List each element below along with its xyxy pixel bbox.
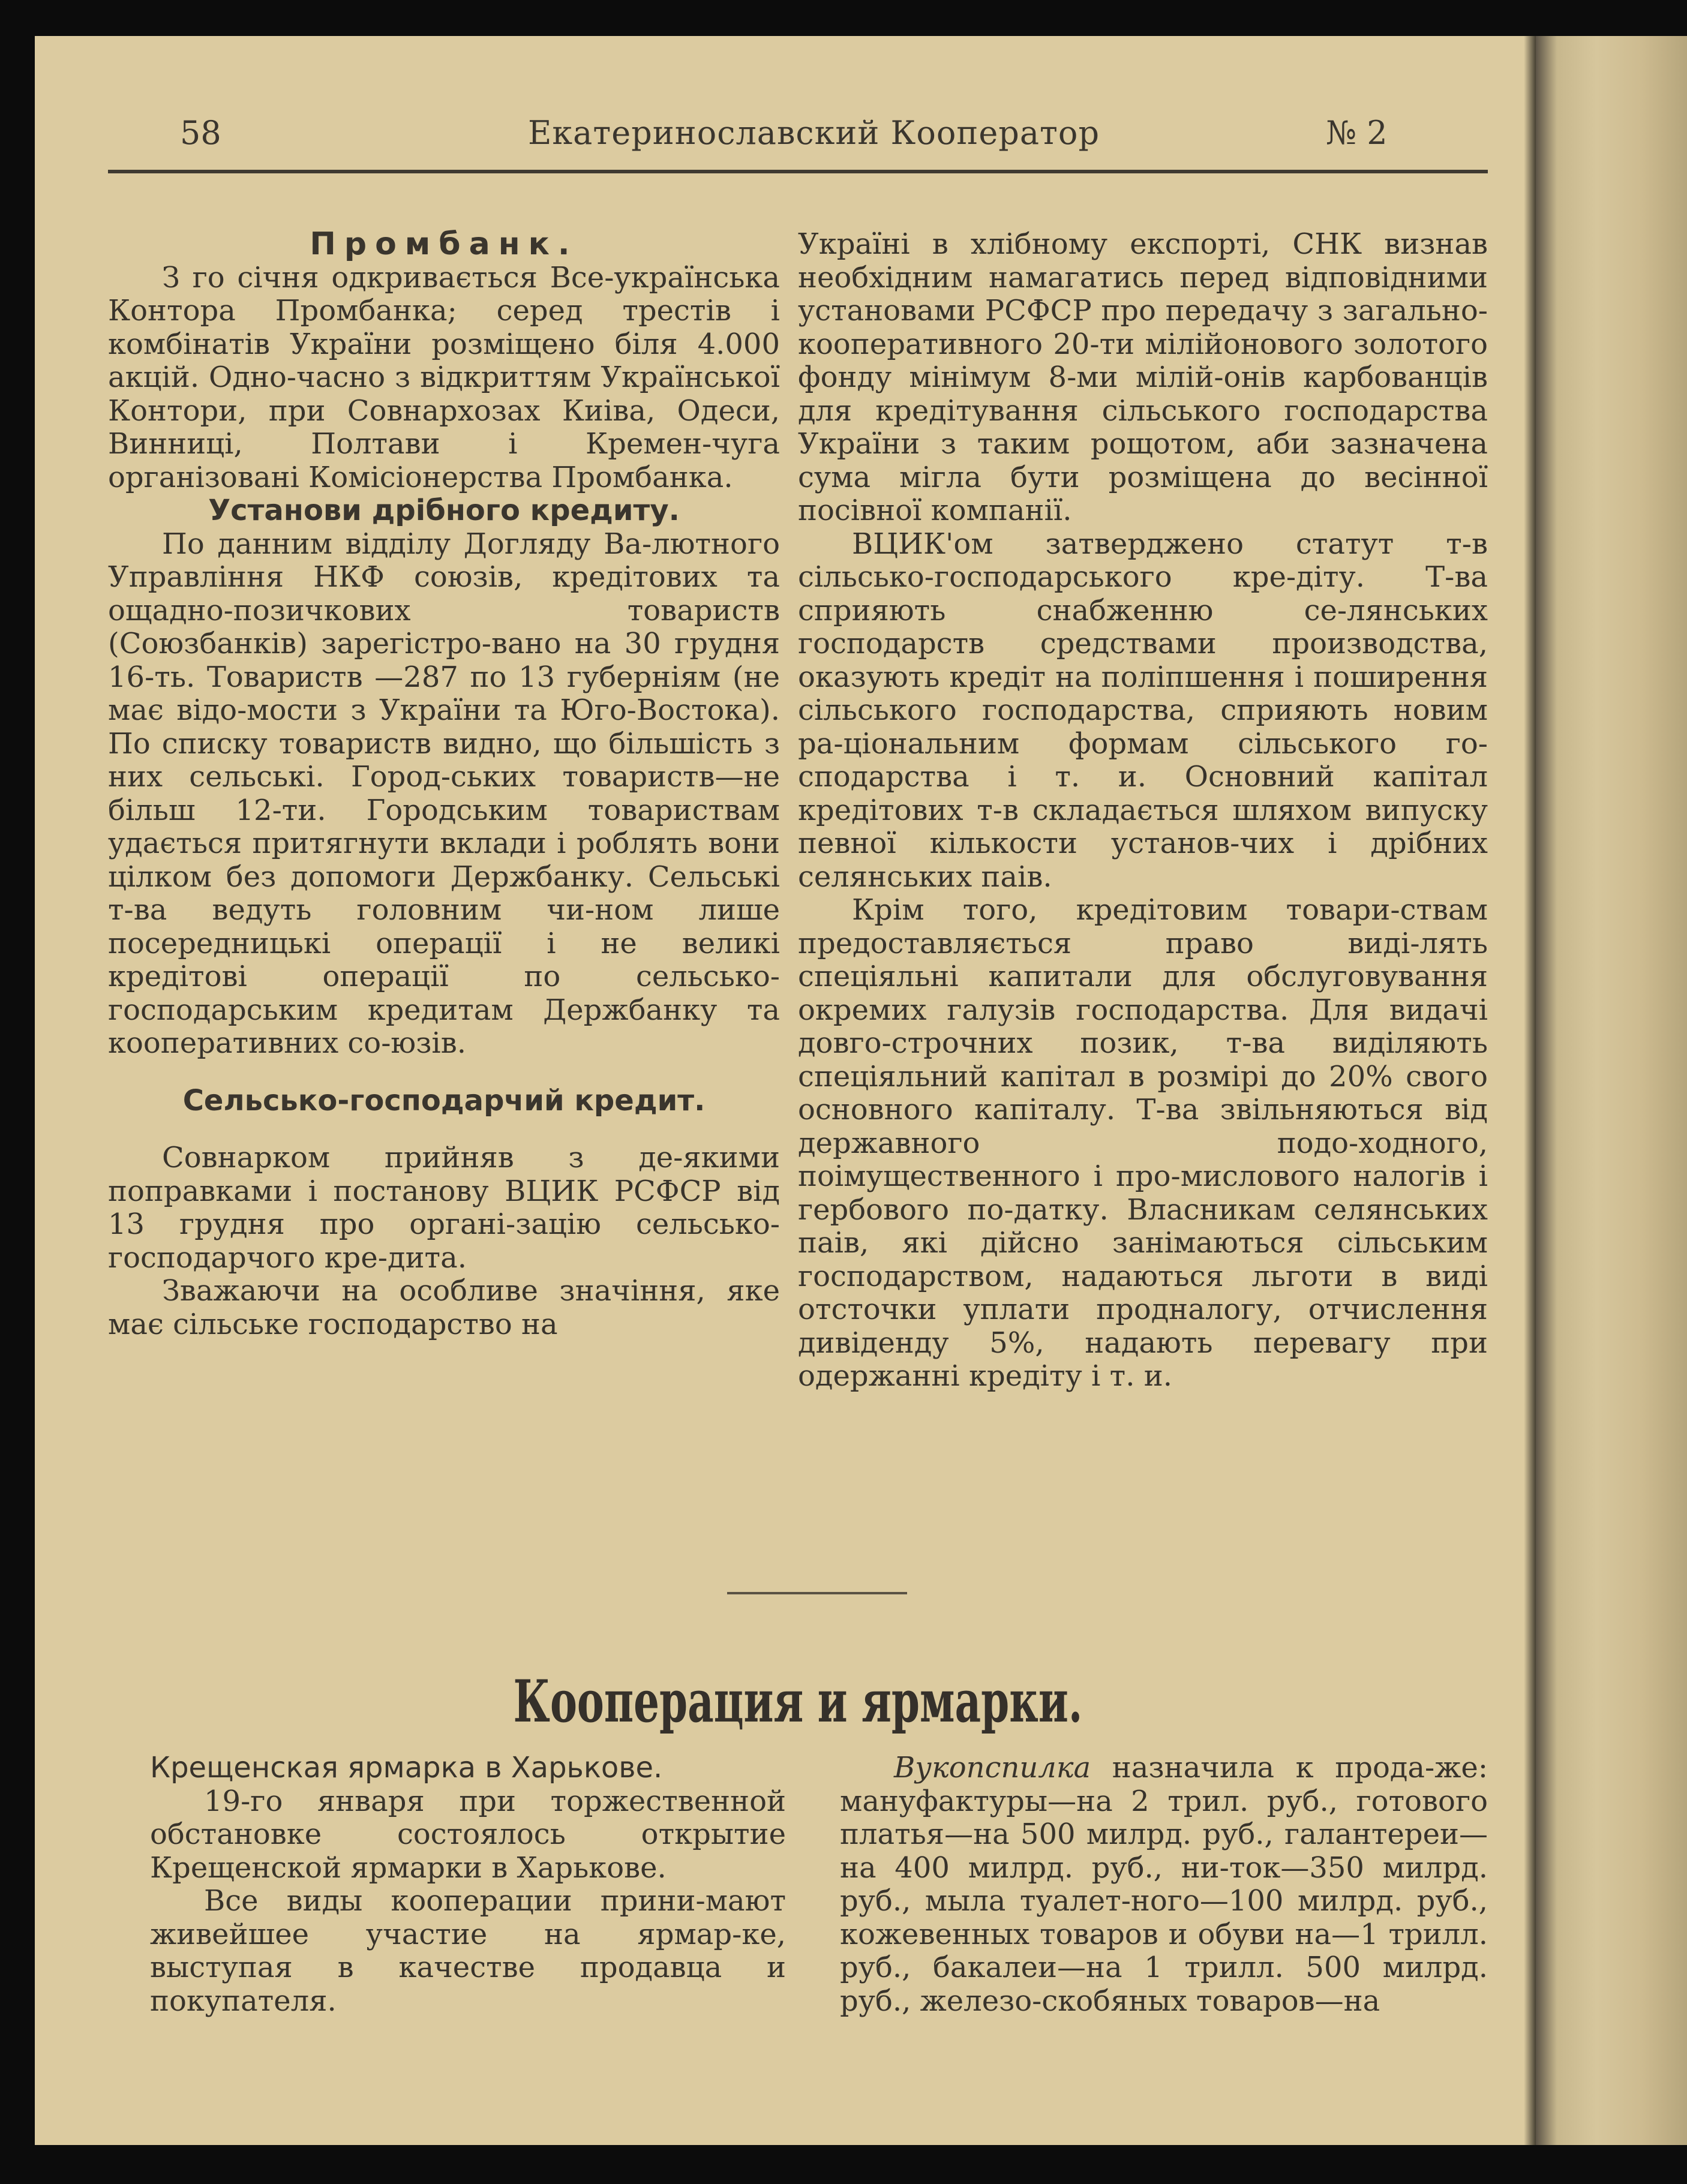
- header-rule: [108, 170, 1488, 173]
- heading-kharkov-fair: Крещенская ярмарка в Харькове.: [150, 1751, 663, 1785]
- paragraph-export: Україні в хлібному експорті, СНК визнав необхідним намагатись перед відповідними установами РСФСР про передачу з загально-кооперативного 20-ти мілійонового золотого фонду мінімум 8-ми мілій-онів карбованців для кредітування сільського господарства України з таким рощотом, аби зазначена сума мігла бути розміщена до весінної посівної компанії.: [798, 227, 1488, 527]
- paragraph-agri-1: Совнарком прийняв з де-якими поправками і постанову ВЦИК РСФСР від 13 грудня про органі-зацію сельсько-господарчого кре-дита.: [108, 1141, 780, 1275]
- heading-agri-credit: Сельсько-господарчий кредит.: [182, 1083, 706, 1117]
- section-divider: [727, 1592, 907, 1594]
- paragraph-agri-2: Зважаючи на особливе значіння, яке має сільське господарство на: [108, 1274, 780, 1341]
- journal-title: Екатеринославский Кооператор: [528, 114, 1100, 152]
- vukopspilka-name: Вукопспилка: [894, 1751, 1091, 1785]
- heading-prombank: Промбанк.: [310, 226, 578, 262]
- fair-left-column: [150, 1752, 786, 2018]
- paragraph-fair-participation: Все виды кооперации прини-мают живейшее участие на ярмар-ке, выступая в качестве продавца и покупателя.: [150, 1884, 786, 2018]
- section-title: Кооперация и ярмарки.: [513, 1668, 1083, 1735]
- left-column: [108, 228, 780, 1341]
- scan-edge: [1536, 36, 1687, 2145]
- paragraph-prombank: З го січня одкривається Все-українська Контора Промбанка; серед трестів і комбінатів України розміщено біля 4.000 акцій. Одно-часно з відкриттям Української Контори, при Совнархозах Киіва, Одеси, Винниці, Полтави і Кремен-чуга організовані Комісіонерства Промбанка.: [108, 260, 780, 494]
- paragraph-fair-opening: 19-го января при торжественной обстановке состоялось открытие Крещенской ярмарки в Харькове.: [150, 1784, 786, 1885]
- issue-number: № 2: [1326, 114, 1388, 152]
- right-column: [798, 228, 1488, 1393]
- paragraph-small-credit: По данним відділу Догляду Ва-лютного Управління НКФ союзів, кредітових та ощадно-позичкових товариств (Союзбанків) зарегістро-вано на 30 грудня 16-ть. Товариств —287 по 13 губерніям (не має відо-мости з України та Юго-Востока). По списку товариств видно, що більшість з них сельські. Город-ських товариств—не більш 12-ти. Городським товариствам удається притягнути вклади і роблять вони цілком без допомоги Держбанку. Сельські т-ва ведуть головним чи-ном лише посередницькі операції і не великі кредітові операції по сельсько-господарським кредитам Держбанку та кооперативних со-юзів.: [108, 527, 780, 1060]
- paragraph-vukopspilka: [840, 1752, 1488, 2018]
- heading-small-credit: Установи дрібного кредиту.: [208, 494, 680, 527]
- vukopspilka-goods: назначила к прода-же: мануфактуры—на 2 трил. руб., готового платья—на 500 милрд. руб., галантереи—на 400 милрд. руб., ни-ток—350 милрд. руб., мыла туалет-ного—100 милрд. руб., кожевенных товаров и обуви на—1 трилл. руб., бакалеи—на 1 трилл. 500 милрд. руб., железо-скобяных товаров—на: [840, 1751, 1488, 2018]
- running-header: [108, 114, 1488, 174]
- paragraph-statute: ВЦИК'ом затверджено статут т-в сільсько-господарського кре-діту. Т-ва сприяють снабженню се-лянських господарств средствами производства, оказують кредіт на поліпшення і поширення сільського господарства, сприяють новим ра-ціональним формам сільського го-сподарства і т. и. Основний капітал кредітових т-в складається шляхом випуску певної кількости установ-чих і дрібних селянських паів.: [798, 527, 1488, 894]
- page-number: 58: [180, 114, 221, 152]
- paragraph-capital: Крім того, кредітовим товари-ствам предоставляється право виді-лять спеціяльні капитали для обслуговування окремих галузів господарства. Для видачі довго-строчних позик, т-ва виділяють спеціяльний капітал в розмірі до 20% свого основного капіталу. Т-ва звільняються від державного подо-ходного, поімущественного і про-мислового налогів і гербового по-датку. Власникам селянських паів, які дійсно занімаються сільським господарством, надаються льготи в виді отсточки уплати продналогу, отчислення дивіденду 5%, надають перевагу при одержанні кредіту і т. и.: [798, 893, 1488, 1393]
- fair-right-column: [840, 1752, 1488, 2018]
